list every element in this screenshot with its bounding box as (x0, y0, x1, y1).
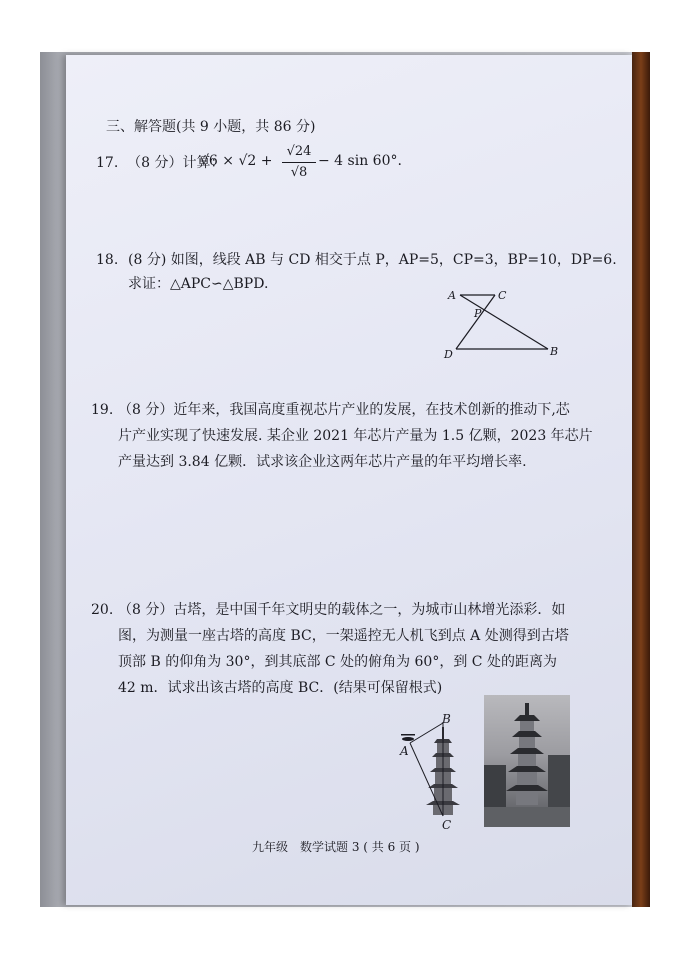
q19-line1: （8 分）近年来，我国高度重视芯片产业的发展，在技术创新的推动下,芯 (118, 402, 570, 418)
q18-label-a: A (448, 289, 456, 302)
q19-number: 19. (91, 402, 114, 418)
exam-page (66, 55, 632, 905)
q17-tail: − 4 sin 60°. (318, 153, 402, 169)
q18-label-p: P (474, 307, 482, 320)
pagoda-photo-icon (484, 695, 570, 827)
section-title: 三、解答题(共 9 小题，共 86 分) (106, 119, 316, 135)
q17-term1: √6 × √2 + (200, 153, 273, 169)
q20-label-a: A (400, 744, 409, 758)
q20-figure (398, 713, 473, 831)
q20-line2: 图，为测量一座古塔的高度 BC，一架遥控无人机飞到点 A 处测得到古塔 (118, 628, 569, 644)
q18-figure (440, 287, 560, 363)
q20-line1: （8 分）古塔，是中国千年文明史的载体之一，为城市山林增光添彩．如 (118, 602, 566, 618)
table-edge (632, 52, 650, 907)
q18-label-d: D (444, 348, 453, 361)
q20-line3: 顶部 B 的仰角为 30°，到其底部 C 处的俯角为 60°，到 C 处的距离为 (118, 654, 557, 670)
q20-number: 20. (91, 602, 114, 618)
drone-icon (401, 734, 415, 741)
q20-line4: 42 m．试求出该古塔的高度 BC．(结果可保留根式) (118, 680, 443, 696)
q18-line2: 求证：△APC∽△BPD. (128, 276, 269, 292)
pagoda-photo (484, 695, 570, 827)
q19-line2: 片产业实现了快速发展. 某企业 2021 年芯片产量为 1.5 亿颗，2023 年芯片 (118, 428, 593, 444)
q20-label-b: B (442, 713, 451, 726)
q18-line1: (8 分) 如图，线段 AB 与 CD 相交于点 P，AP=5，CP=3，BP=10，DP=6. (128, 252, 617, 268)
q18-number: 18. (96, 252, 119, 268)
q18-label-c: C (498, 289, 507, 302)
q17-fraction (282, 143, 316, 182)
q20-label-c: C (442, 818, 452, 831)
q17-frac-den: √8 (290, 165, 308, 180)
q17-number: 17. （8 分）计算： (96, 155, 225, 171)
q19-line3: 产量达到 3.84 亿颗．试求该企业这两年芯片产量的年平均增长率. (118, 454, 527, 470)
q18-label-b: B (550, 345, 559, 358)
q17-frac-num: √24 (286, 144, 312, 159)
page-footer: 九年级 数学试题 3 ( 共 6 页 ) (252, 840, 420, 854)
